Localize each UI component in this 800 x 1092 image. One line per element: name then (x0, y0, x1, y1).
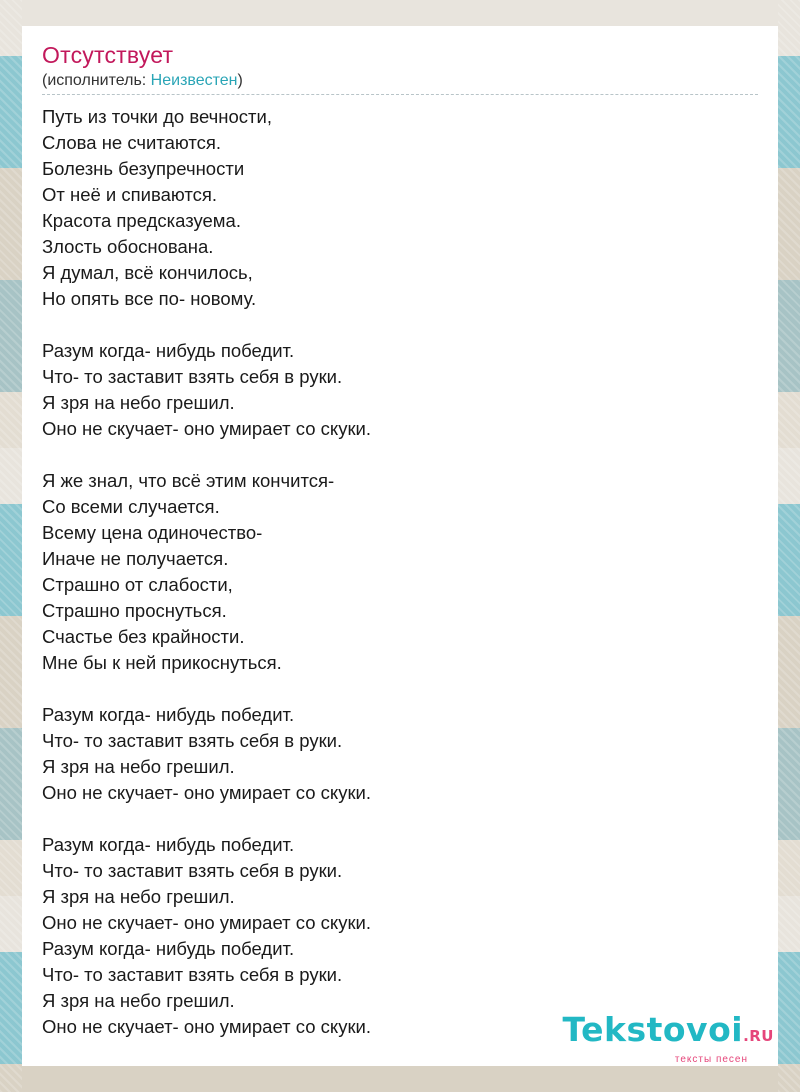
lyric-line: Оно не скучает- оно умирает со скуки. (42, 912, 372, 933)
lyric-line: Я зря на небо грешил. (42, 886, 235, 907)
lyric-line: Что- то заставит взять себя в руки. (42, 366, 343, 387)
lyric-line: Счастье без крайности. (42, 626, 245, 647)
lyric-line: Всему цена одиночество- (42, 522, 263, 543)
lyric-line: Я же знал, что всё этим кончится- (42, 470, 335, 491)
lyric-line: Что- то заставит взять себя в руки. (42, 860, 343, 881)
lyric-line: Слова не считаются. (42, 132, 222, 153)
artist-link[interactable]: Неизвестен (150, 72, 238, 89)
lyric-line: Страшно проснуться. (42, 600, 227, 621)
lyric-line: Красота предсказуема. (42, 210, 241, 231)
lyric-line: Болезнь безупречности (42, 158, 245, 179)
lyric-line: Я думал, всё кончилось, (42, 262, 253, 283)
lyric-line: Что- то заставит взять себя в руки. (42, 730, 343, 751)
lyric-line: Разум когда- нибудь победит. (42, 704, 295, 725)
lyrics-text (42, 104, 742, 1040)
lyric-line: Я зря на небо грешил. (42, 756, 235, 777)
lyric-line: Злость обоснована. (42, 236, 214, 257)
song-title: Отсутствует (42, 42, 174, 68)
logo-domain: .RU (743, 1027, 774, 1045)
lyric-line: Страшно от слабости, (42, 574, 233, 595)
lyric-line: Что- то заставит взять себя в руки. (42, 964, 343, 985)
header-divider (42, 94, 758, 95)
lyric-line: Оно не скучает- оно умирает со скуки. (42, 418, 372, 439)
stanza-break (42, 806, 742, 832)
site-logo[interactable] (563, 1012, 774, 1066)
lyric-line: Разум когда- нибудь победит. (42, 834, 295, 855)
background-stripes-left (0, 0, 22, 1092)
lyric-line: Оно не скучает- оно умирает со скуки. (42, 1016, 372, 1037)
artist-suffix: ) (237, 72, 243, 89)
artist-line (42, 72, 243, 90)
lyric-line: От неё и спиваются. (42, 184, 218, 205)
stanza-break (42, 312, 742, 338)
lyric-line: Я зря на небо грешил. (42, 392, 235, 413)
lyric-line: Мне бы к ней прикоснуться. (42, 652, 282, 673)
logo-name: Tekstovoi (562, 1010, 744, 1049)
artist-prefix: (исполнитель: (42, 72, 151, 89)
stanza-break (42, 676, 742, 702)
lyric-line: Разум когда- нибудь победит. (42, 938, 295, 959)
lyric-line: Разум когда- нибудь победит. (42, 340, 295, 361)
lyric-line: Иначе не получается. (42, 548, 229, 569)
lyric-line: Но опять все по- новому. (42, 288, 257, 309)
lyric-line: Со всеми случается. (42, 496, 220, 517)
logo-tagline: тексты песен (674, 1054, 748, 1065)
background-stripes-right (778, 0, 800, 1092)
lyric-line: Оно не скучает- оно умирает со скуки. (42, 782, 372, 803)
stanza-break (42, 442, 742, 468)
lyric-line: Путь из точки до вечности, (42, 106, 272, 127)
lyric-line: Я зря на небо грешил. (42, 990, 235, 1011)
lyrics-card (22, 26, 778, 1066)
